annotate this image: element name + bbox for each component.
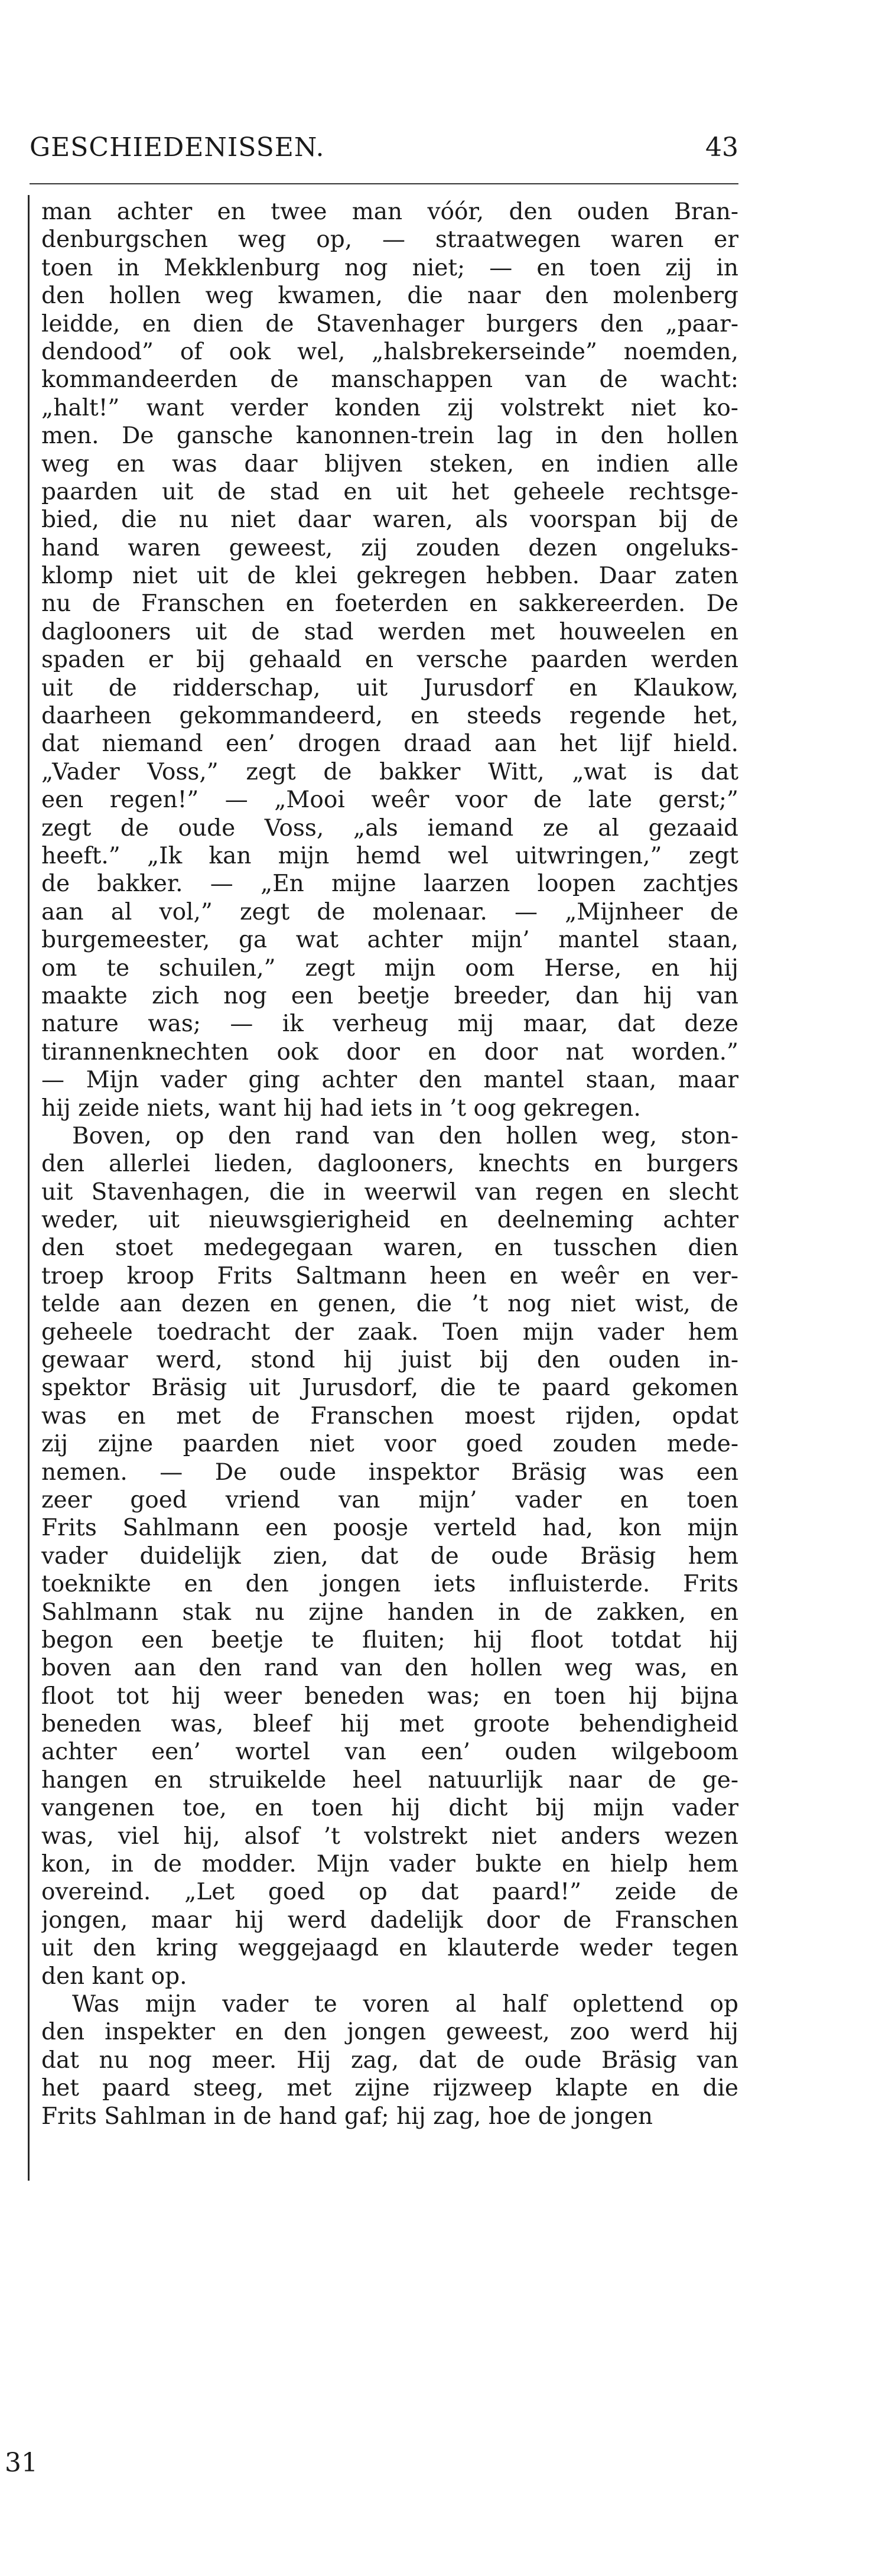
text-line: floot tot hij weer beneden was; en toen hij bijna [41,1682,738,1710]
text-line: „halt!” want verder konden zij volstrekt niet ko- [41,394,738,421]
text-line: — Mijn vader ging achter den mantel staan, maar [41,1067,738,1094]
text-line: dat nu nog meer. Hij zag, dat de oude Bräsig van [41,2046,738,2074]
text-line: tirannenknechten ook door en door nat worden.” [41,1038,738,1066]
text-line: klomp niet uit de klei gekregen hebben. Daar zaten [41,563,738,590]
text-line: heeft.” „Ik kan mijn hemd wel uitwringen,” zegt [41,842,738,869]
text-line: den allerlei lieden, daglooners, knechts en burgers [41,1151,738,1178]
text-line: Was mijn vader te voren al half oplettend op [72,1991,738,2018]
text-line: nu de Franschen en foeterden en sakkereerden. De [41,590,738,618]
text-line: den hollen weg kwamen, die naar den molenberg [41,282,738,310]
text-line: bied, die nu niet daar waren, als voorspan bij de [41,506,738,534]
text-line: leidde, en dien de Stavenhager burgers den „paar- [41,310,738,337]
text-line: Frits Sahlman in de hand gaf; hij zag, hoe de jongen [41,2103,653,2130]
text-line: nature was; — ik verheug mij maar, dat deze [41,1011,738,1038]
page-header [30,131,738,167]
text-line: zegt de oude Voss, „als iemand ze al gezaaid [41,814,738,842]
text-line: uit den kring weggejaagd en klauterde weder tegen [41,1935,738,1962]
text-line: zij zijne paarden niet voor goed zouden mede- [41,1431,738,1458]
text-line: een regen!” — „Mooi weêr voor de late gerst;” [41,787,738,814]
text-line: toen in Mekklenburg nog niet; — en toen zij in [41,254,738,281]
text-line: Boven, op den rand van den hollen weg, ston- [72,1122,738,1149]
text-line: den stoet medegegaan waren, en tusschen dien [41,1235,738,1262]
text-line: vader duidelijk zien, dat de oude Bräsig hem [41,1542,738,1570]
text-line: overeind. „Let goed op dat paard!” zeide de [41,1879,738,1906]
text-line: man achter en twee man vóór, den ouden Bran- [41,199,738,225]
page-number: 43 [705,132,738,163]
signature-mark: 31 [5,2448,38,2478]
text-line: „Vader Voss,” zegt de bakker Witt, „wat is dat [41,758,738,785]
text-line: telde aan dezen en genen, die ’t nog niet wist, de [41,1291,738,1318]
text-line: vangenen toe, en toen hij dicht bij mijn vader [41,1795,738,1822]
text-line: hij zeide niets, want hij had iets in ’t oog gekregen. [41,1094,641,1122]
text-line: hand waren geweest, zij zouden dezen ongeluks- [41,534,738,561]
text-line: was, viel hij, alsof ’t volstrekt niet anders wezen [41,1823,738,1850]
text-line: aan al vol,” zegt de molenaar. — „Mijnheer de [41,898,738,925]
text-line: boven aan den rand van den hollen weg was, en [41,1655,738,1682]
text-line: daarheen gekommandeerd, en steeds regende het, [41,703,738,730]
text-line: denburgschen weg op, — straatwegen waren er [41,226,738,254]
header-rule [30,183,738,184]
text-line: gewaar werd, stond hij juist bij den ouden in- [41,1347,738,1374]
text-line: paarden uit de stad en uit het geheele rechtsge- [41,478,738,505]
text-line: men. De gansche kanonnen-trein lag in den hollen [41,423,738,450]
text-line: weder, uit nieuwsgierigheid en deelneming achter [41,1207,738,1234]
text-line: uit de ridderschap, uit Jurusdorf en Klaukow, [41,674,738,701]
text-line: de bakker. — „En mijne laarzen loopen zachtjes [41,870,738,898]
text-line: troep kroop Frits Saltmann heen en weêr en ver- [41,1262,738,1289]
text-line: burgemeester, ga wat achter mijn’ mantel staan, [41,927,738,954]
margin-line [28,195,30,2181]
text-line: Sahlmann stak nu zijne handen in de zakken, en [41,1599,738,1626]
text-line: daglooners uit de stad werden met houweelen en [41,618,738,645]
text-line: den kant op. [41,1963,187,1990]
text-line: dat niemand een’ drogen draad aan het lijf hield. [41,730,738,758]
text-line: maakte zich nog een beetje breeder, dan hij van [41,982,738,1009]
text-line: geheele toedracht der zaak. Toen mijn vader hem [41,1318,738,1346]
text-line: zeer goed vriend van mijn’ vader en toen [41,1486,738,1513]
text-line: uit Stavenhagen, die in weerwil van regen en slecht [41,1178,738,1206]
text-line: jongen, maar hij werd dadelijk door de Franschen [41,1906,738,1934]
text-line: den inspekter en den jongen geweest, zoo werd hij [41,2019,738,2046]
text-line: nemen. — De oude inspektor Bräsig was een [41,1458,738,1486]
text-line: dendood” of ook wel, „halsbrekerseinde” noemden, [41,338,738,365]
text-line: het paard steeg, met zijne rijzweep klapte en die [41,2075,738,2102]
text-line: hangen en struikelde heel natuurlijk naar de ge- [41,1766,738,1794]
body-text [41,198,738,2130]
text-line: kommandeerden de manschappen van de wacht: [41,366,738,394]
running-title: GESCHIEDENISSEN. [30,132,325,163]
text-line: was en met de Franschen moest rijden, opdat [41,1402,738,1430]
text-line: beneden was, bleef hij met groote behendigheid [41,1711,738,1738]
text-line: weg en was daar blijven steken, en indien alle [41,450,738,477]
text-line: toeknikte en den jongen iets influisterde. Frits [41,1571,738,1598]
text-line: om te schuilen,” zegt mijn oom Herse, en hij [41,954,738,982]
text-line: Frits Sahlmann een poosje verteld had, kon mijn [41,1515,738,1542]
text-line: spaden er bij gehaald en versche paarden werden [41,647,738,674]
text-line: begon een beetje te fluiten; hij floot totdat hij [41,1626,738,1654]
text-line: spektor Bräsig uit Jurusdorf, die te paard gekomen [41,1375,738,1402]
text-line: kon, in de modder. Mijn vader bukte en hielp hem [41,1851,738,1878]
text-line: achter een’ wortel van een’ ouden wilgeboom [41,1739,738,1766]
